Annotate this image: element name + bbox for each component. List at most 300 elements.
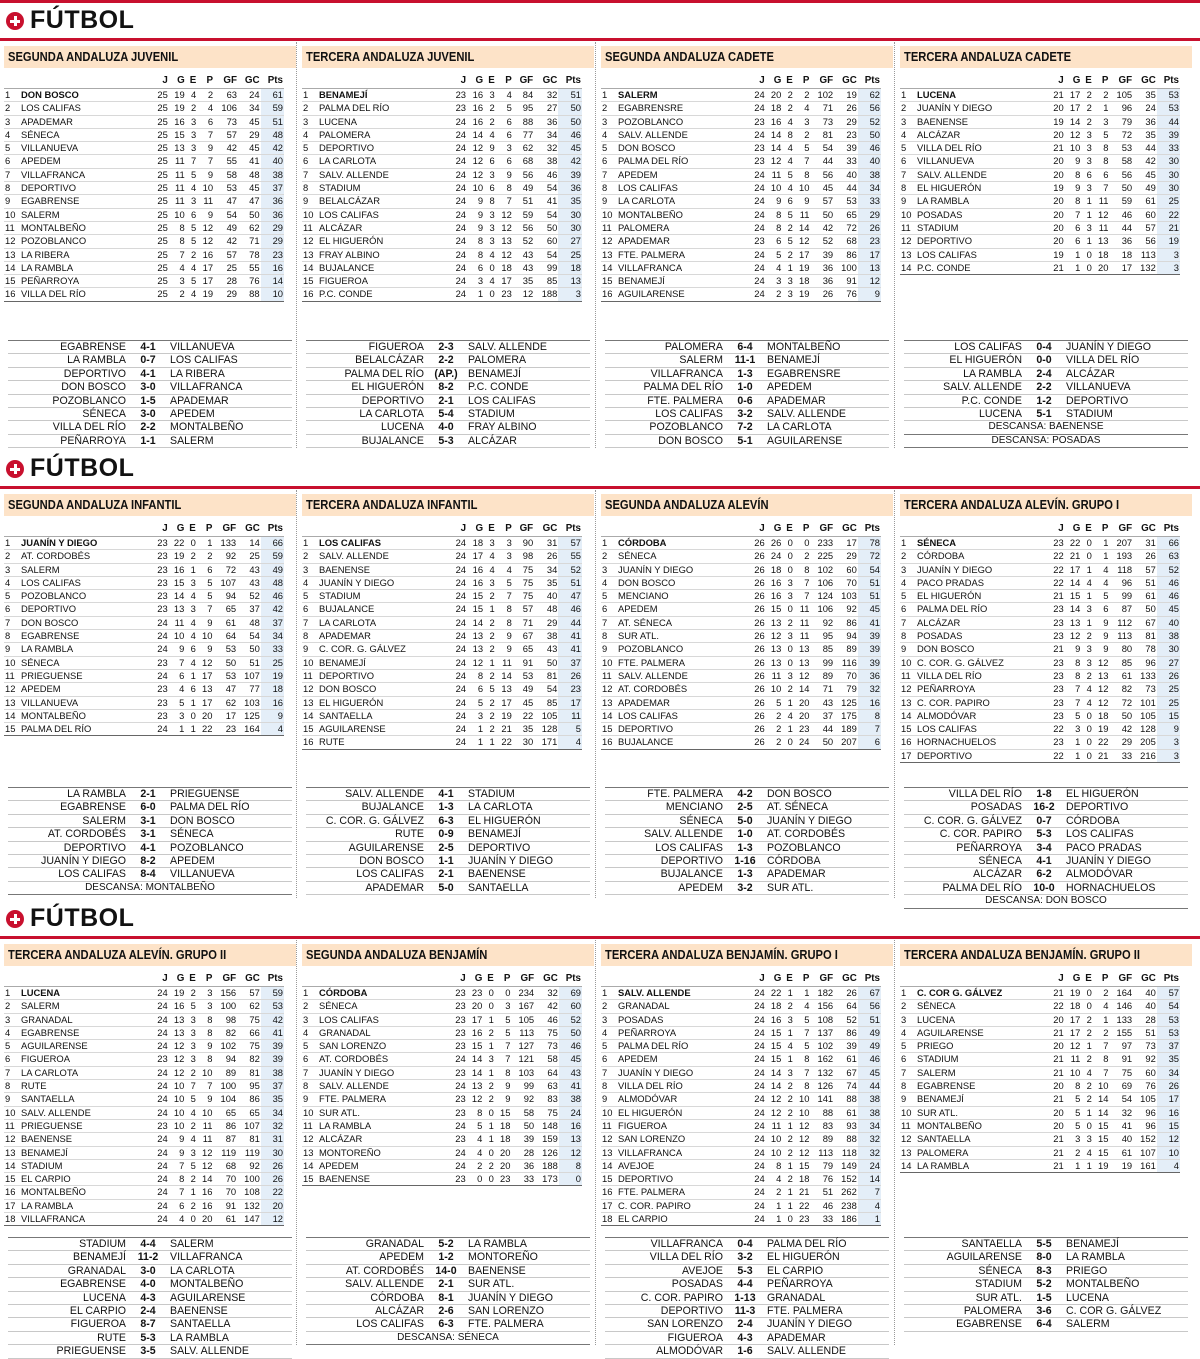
team-cell: RUTE <box>318 736 450 749</box>
stat-cell: 38 <box>534 155 558 168</box>
team-cell: LOS CALIFAS <box>617 709 749 722</box>
stat-cell: 24 <box>152 1173 169 1186</box>
position-cell: 10 <box>4 208 20 221</box>
stat-cell: 96 <box>1133 1106 1157 1119</box>
table-row <box>601 142 881 155</box>
team-cell: PALOMERA <box>916 1146 1048 1159</box>
position-cell: 15 <box>601 723 617 736</box>
stat-cell: 12 <box>197 235 214 248</box>
position-cell: 2 <box>302 1000 318 1013</box>
table-row <box>601 696 881 709</box>
table-row <box>900 749 1180 762</box>
stat-cell: 1 <box>197 537 214 550</box>
position-cell: 12 <box>302 1133 318 1146</box>
stat-cell: 20 <box>1048 1040 1065 1053</box>
stat-cell: 1 <box>185 696 196 709</box>
points-cell: 45 <box>858 1066 881 1079</box>
results-list <box>8 787 292 895</box>
stat-cell: 14 <box>467 128 484 141</box>
rest-note: DESCANSA: SÉNECA <box>306 1332 590 1345</box>
team-cell: LOS CALIFAS <box>318 1013 450 1026</box>
stat-cell: 16 <box>766 576 783 589</box>
stat-cell: 26 <box>749 563 766 576</box>
team-header <box>916 522 1048 537</box>
position-cell: 14 <box>601 1159 617 1172</box>
team-cell: ALMODÓVAR <box>617 1093 749 1106</box>
away-team: LOS CALIFAS <box>468 394 536 407</box>
team-cell: STADIUM <box>318 590 450 603</box>
result-row <box>8 354 292 367</box>
team-cell: EGABRENSE <box>20 630 152 643</box>
stat-cell: 26 <box>749 630 766 643</box>
stat-cell: 2 <box>467 1159 484 1172</box>
away-team: JUANÍN Y DIEGO <box>767 1318 852 1331</box>
table-row <box>601 1066 881 1079</box>
position-cell: 6 <box>900 155 916 168</box>
away-team: AGUILARENSE <box>170 1291 246 1304</box>
stat-cell: 3 <box>169 275 186 288</box>
stat-cell: 23 <box>1048 603 1065 616</box>
stat-cell: 1 <box>1093 550 1110 563</box>
stat-cell: 2 <box>782 683 793 696</box>
points-cell: 46 <box>858 142 881 155</box>
standings-header-row <box>900 972 1180 987</box>
table-row <box>601 1106 881 1119</box>
position-cell: 1 <box>601 987 617 1000</box>
position-cell: 8 <box>302 182 318 195</box>
stat-cell: 2 <box>484 669 496 682</box>
team-cell: LA CARLOTA <box>617 195 749 208</box>
stat-cell: 52 <box>834 1013 858 1026</box>
rest-note: DESCANSA: MONTALBEÑO <box>8 882 292 895</box>
column-header: P <box>503 972 511 984</box>
home-team: C. COR. PAPIRO <box>640 1291 723 1304</box>
stat-cell: 7 <box>1093 1066 1110 1079</box>
section-header <box>0 4 1200 41</box>
position-cell: 5 <box>302 142 318 155</box>
table-row <box>601 288 881 301</box>
table-row <box>900 616 1180 629</box>
score: 0-9 <box>438 828 454 841</box>
stat-cell: 12 <box>467 142 484 155</box>
team-cell: LA RIBERA <box>20 248 152 261</box>
column-header: GF <box>223 74 237 86</box>
stat-cell: 12 <box>197 221 214 234</box>
table-row <box>302 736 582 749</box>
stat-cell: 24 <box>450 288 467 301</box>
away-team: SALERM <box>1066 1318 1110 1331</box>
position-cell: 11 <box>302 221 318 234</box>
stat-cell: 133 <box>1133 669 1157 682</box>
team-cell: AT. CORDOBÉS <box>20 550 152 563</box>
stat-cell: 14 <box>1093 1093 1110 1106</box>
stat-cell: 53 <box>834 195 858 208</box>
stat-cell: 5 <box>1065 709 1082 722</box>
score: 1-3 <box>737 868 753 881</box>
points-cell: 51 <box>858 1013 881 1026</box>
stat-cell: 20 <box>197 1213 214 1226</box>
score: 3-2 <box>737 881 753 894</box>
league-title <box>601 944 893 966</box>
stat-cell: 5 <box>467 1119 484 1132</box>
stat-cell: 92 <box>237 1159 261 1172</box>
column-header: GC <box>842 972 857 984</box>
stat-cell: 97 <box>1109 1040 1133 1053</box>
stat-cell: 9 <box>1065 155 1082 168</box>
column-header: E <box>786 972 793 984</box>
team-header <box>318 74 450 89</box>
stat-cell: 188 <box>534 288 558 301</box>
score: 6-2 <box>1036 868 1052 881</box>
score: 4-0 <box>140 1278 156 1291</box>
stat-cell: 4 <box>186 261 198 274</box>
table-row <box>4 275 284 288</box>
stat-cell: 91 <box>834 275 858 288</box>
team-cell: SALV. ALLENDE <box>916 168 1048 181</box>
away-team: STADIUM <box>1066 408 1113 421</box>
position-cell: 4 <box>4 1026 20 1039</box>
stat-cell: 106 <box>214 102 238 115</box>
stat-cell: 24 <box>152 1146 169 1159</box>
away-team: JUANÍN Y DIEGO <box>1066 855 1151 868</box>
stat-cell: 107 <box>213 576 237 589</box>
stat-cell: 10 <box>766 182 783 195</box>
table-row <box>4 656 284 669</box>
points-cell: 3 <box>1157 261 1180 274</box>
result-row <box>605 868 889 881</box>
stat-cell: 5 <box>495 1026 512 1039</box>
stat-cell: 2 <box>794 550 811 563</box>
stat-cell: 42 <box>810 221 834 234</box>
away-team: JUANÍN Y DIEGO <box>468 855 553 868</box>
stat-cell: 15 <box>169 128 186 141</box>
stat-cell: 0 <box>484 261 496 274</box>
league-title-text: TERCERA ANDALUZA ALEVÍN. GRUPO I <box>904 497 1120 512</box>
stat-cell: 8 <box>467 669 484 682</box>
stat-cell: 10 <box>169 1106 186 1119</box>
stat-cell: 22 <box>794 1199 811 1212</box>
team-cell: CÓRDOBA <box>318 987 450 1000</box>
position-cell: 15 <box>601 275 617 288</box>
team-cell: LA RAMBLA <box>916 195 1048 208</box>
away-team: APEDEM <box>170 855 215 868</box>
stat-cell: 4 <box>496 563 513 576</box>
stat-cell: 133 <box>1109 1013 1133 1026</box>
team-cell: PALMA DEL RÍO <box>318 102 450 115</box>
stat-cell: 14 <box>237 537 261 550</box>
stat-cell: 14 <box>197 1173 214 1186</box>
stat-cell: 0 <box>1081 261 1092 274</box>
section-header <box>0 452 1200 489</box>
stat-cell: 24 <box>749 208 766 221</box>
stat-cell: 24 <box>450 155 467 168</box>
stat-cell: 49 <box>214 221 238 234</box>
team-cell: AGUILARENSE <box>20 1040 152 1053</box>
stat-cell: 127 <box>511 1040 535 1053</box>
stat-cell: 75 <box>535 1106 559 1119</box>
home-team: BUJALANCE <box>361 801 424 814</box>
points-cell: 30 <box>1157 155 1180 168</box>
points-cell: 39 <box>261 1040 284 1053</box>
stat-cell: 36 <box>1133 115 1157 128</box>
pos-header <box>302 522 318 537</box>
team-cell: PRIEGO <box>916 1040 1048 1053</box>
position-cell: 16 <box>900 736 916 749</box>
column-header: GC <box>1141 522 1156 534</box>
stat-cell: 17 <box>197 696 214 709</box>
score: 5-2 <box>1036 1278 1052 1291</box>
stat-cell: 4 <box>496 89 513 102</box>
stat-cell: 9 <box>197 643 214 656</box>
score: 4-1 <box>438 788 454 800</box>
stat-cell: 71 <box>810 683 834 696</box>
stat-cell: 96 <box>1109 576 1133 589</box>
table-row <box>4 1053 284 1066</box>
position-cell: 4 <box>601 128 617 141</box>
stat-cell: 18 <box>1065 1000 1082 1013</box>
stat-cell: 3 <box>1081 221 1092 234</box>
team-cell: JUANÍN Y DIEGO <box>617 563 749 576</box>
stat-cell: 23 <box>749 235 766 248</box>
table-row <box>4 563 284 576</box>
pos-header <box>900 522 916 537</box>
column-header: Pts <box>267 74 283 86</box>
stat-cell: 17 <box>1109 261 1133 274</box>
points-cell: 41 <box>261 1026 284 1039</box>
points-cell: 26 <box>858 221 881 234</box>
stat-cell: 9 <box>495 1080 512 1093</box>
points-cell: 48 <box>261 128 284 141</box>
stat-cell: 6 <box>1081 168 1092 181</box>
stat-cell: 22 <box>1065 537 1082 550</box>
team-cell: DEPORTIVO <box>916 235 1048 248</box>
stat-cell: 10 <box>794 1093 811 1106</box>
result-row <box>8 340 292 354</box>
position-cell: 7 <box>601 1066 617 1079</box>
stat-cell: 22 <box>1048 576 1065 589</box>
sport-section <box>0 452 1200 907</box>
stat-cell: 25 <box>152 221 169 234</box>
standings-table <box>4 972 284 1226</box>
team-cell: DON BOSCO <box>617 576 749 589</box>
stat-cell: 13 <box>794 643 811 656</box>
table-row <box>4 709 284 722</box>
stat-cell: 4 <box>782 182 793 195</box>
stat-cell: 7 <box>1093 1040 1110 1053</box>
table-row <box>900 590 1180 603</box>
stat-cell: 63 <box>535 1080 559 1093</box>
stat-cell: 32 <box>535 987 559 1000</box>
points-cell: 13 <box>558 275 582 288</box>
stat-cell: 72 <box>1109 696 1133 709</box>
stat-cell: 8 <box>782 128 793 141</box>
stat-cell: 7 <box>197 1080 214 1093</box>
stat-cell: 17 <box>1065 102 1082 115</box>
table-row <box>601 603 881 616</box>
stat-cell: 37 <box>810 709 834 722</box>
home-team: C. COR. PAPIRO <box>939 828 1022 841</box>
stat-cell: 4 <box>484 550 496 563</box>
away-team: ALCÁZAR <box>468 434 517 447</box>
stat-cell: 21 <box>1048 987 1065 1000</box>
result-row <box>605 855 889 868</box>
position-cell: 10 <box>900 1106 916 1119</box>
stat-cell: 44 <box>810 155 834 168</box>
stat-cell: 24 <box>152 616 169 629</box>
result-row <box>605 368 889 381</box>
score: 5-5 <box>1036 1238 1052 1250</box>
score: 8-2 <box>140 855 156 868</box>
stat-cell: 128 <box>534 723 558 736</box>
stat-cell: 10 <box>1065 1066 1082 1079</box>
stat-cell: 3 <box>782 275 793 288</box>
points-cell: 41 <box>558 643 582 656</box>
table-row <box>4 1119 284 1132</box>
stat-cell: 13 <box>1093 235 1110 248</box>
away-team: P.C. CONDE <box>468 381 529 394</box>
points-cell: 38 <box>1157 630 1180 643</box>
stat-cell: 2 <box>186 248 198 261</box>
table-row <box>900 696 1180 709</box>
points-cell: 29 <box>261 221 284 234</box>
points-cell: 3 <box>1157 749 1180 762</box>
table-row <box>601 235 881 248</box>
stat-cell: 10 <box>766 1133 783 1146</box>
table-row <box>4 128 284 141</box>
position-cell: 4 <box>302 576 318 589</box>
stat-cell: 43 <box>237 563 261 576</box>
team-cell: EL HIGUERÓN <box>318 235 450 248</box>
stat-cell: 121 <box>511 1053 535 1066</box>
column-header: G <box>475 522 484 534</box>
column-header: GC <box>245 972 260 984</box>
league-title-text: SEGUNDA ANDALUZA INFANTIL <box>8 497 182 512</box>
stat-cell: 84 <box>513 89 534 102</box>
stat-cell: 14 <box>766 142 783 155</box>
table-row <box>601 195 881 208</box>
stat-cell: 17 <box>496 275 513 288</box>
points-cell: 69 <box>559 987 582 1000</box>
stat-cell: 15 <box>1065 590 1082 603</box>
team-cell: EL CARPIO <box>617 1213 749 1226</box>
stat-cell: 5 <box>766 248 783 261</box>
stat-cell: 24 <box>450 630 467 643</box>
position-cell: 7 <box>601 168 617 181</box>
position-cell: 14 <box>900 1159 916 1172</box>
stat-cell: 8 <box>794 1053 811 1066</box>
stat-cell: 8 <box>1065 168 1082 181</box>
points-cell: 39 <box>1157 128 1180 141</box>
away-team: POZOBLANCO <box>767 841 841 854</box>
table-row <box>302 221 582 234</box>
stat-cell: 20 <box>1048 1106 1065 1119</box>
stat-cell: 11 <box>197 1119 214 1132</box>
stat-cell: 24 <box>749 987 766 1000</box>
league-title <box>601 46 893 68</box>
stat-cell: 24 <box>749 1093 766 1106</box>
stat-cell: 14 <box>766 1080 783 1093</box>
position-cell: 9 <box>601 195 617 208</box>
stat-cell: 8 <box>1065 195 1082 208</box>
points-cell: 9 <box>858 288 881 301</box>
score: 4-1 <box>1036 855 1052 868</box>
stat-cell: 76 <box>834 288 858 301</box>
position-cell: 4 <box>302 1026 318 1039</box>
stat-cell: 16 <box>467 89 484 102</box>
team-cell: LA CARLOTA <box>20 1066 152 1079</box>
stat-cell: 119 <box>213 1146 237 1159</box>
team-cell: AGUILARENSE <box>318 723 450 736</box>
team-cell: PEÑARROYA <box>916 683 1048 696</box>
stat-cell: 44 <box>1109 221 1133 234</box>
points-cell: 41 <box>858 616 881 629</box>
points-cell: 51 <box>558 89 582 102</box>
away-team: BENAMEJÍ <box>1066 1238 1119 1250</box>
stat-cell: 9 <box>467 208 484 221</box>
position-cell: 9 <box>4 643 20 656</box>
stat-cell: 79 <box>1109 115 1133 128</box>
team-cell: POZOBLANCO <box>617 643 749 656</box>
stat-cell: 15 <box>766 603 783 616</box>
position-cell: 13 <box>601 248 617 261</box>
stat-cell: 8 <box>169 1173 186 1186</box>
stat-cell: 86 <box>213 1119 237 1132</box>
stat-cell: 92 <box>1133 1053 1157 1066</box>
stat-cell: 17 <box>834 537 858 550</box>
stat-cell: 24 <box>450 208 467 221</box>
stat-cell: 3 <box>186 128 198 141</box>
points-cell: 35 <box>261 1093 284 1106</box>
team-cell: JUANÍN Y DIEGO <box>318 1066 450 1079</box>
position-cell: 8 <box>4 182 20 195</box>
stat-cell: 2 <box>484 709 496 722</box>
team-header <box>916 74 1048 89</box>
stat-cell: 3 <box>1081 656 1092 669</box>
table-row <box>302 696 582 709</box>
position-cell: 10 <box>302 656 318 669</box>
stat-cell: 2 <box>766 1186 783 1199</box>
stat-cell: 96 <box>1133 656 1157 669</box>
position-cell: 6 <box>4 603 20 616</box>
table-row <box>601 656 881 669</box>
position-cell: 3 <box>900 115 916 128</box>
result-row <box>306 882 590 895</box>
stat-cell: 22 <box>1093 736 1110 749</box>
points-cell: 34 <box>858 182 881 195</box>
stat-cell: 96 <box>1133 1119 1157 1132</box>
position-cell: 3 <box>302 563 318 576</box>
stat-cell: 1 <box>1081 195 1092 208</box>
standings-table <box>601 74 881 302</box>
stat-cell: 4 <box>1081 696 1092 709</box>
team-cell: VILLANUEVA <box>20 142 152 155</box>
stat-cell: 106 <box>810 603 834 616</box>
column-header: J <box>162 522 168 534</box>
away-team: BENAMEJÍ <box>468 828 521 841</box>
team-cell: SALV. ALLENDE <box>20 1106 152 1119</box>
position-cell: 5 <box>900 590 916 603</box>
stat-cell: 42 <box>1109 723 1133 736</box>
result-row <box>904 1305 1188 1318</box>
result-row <box>904 828 1188 841</box>
position-cell: 13 <box>302 248 318 261</box>
score: 6-3 <box>438 1318 454 1331</box>
stat-cell: 7 <box>169 248 186 261</box>
stat-cell: 12 <box>766 1106 783 1119</box>
position-cell: 17 <box>900 749 916 762</box>
stat-cell: 238 <box>834 1199 858 1212</box>
stat-cell: 12 <box>1093 696 1110 709</box>
